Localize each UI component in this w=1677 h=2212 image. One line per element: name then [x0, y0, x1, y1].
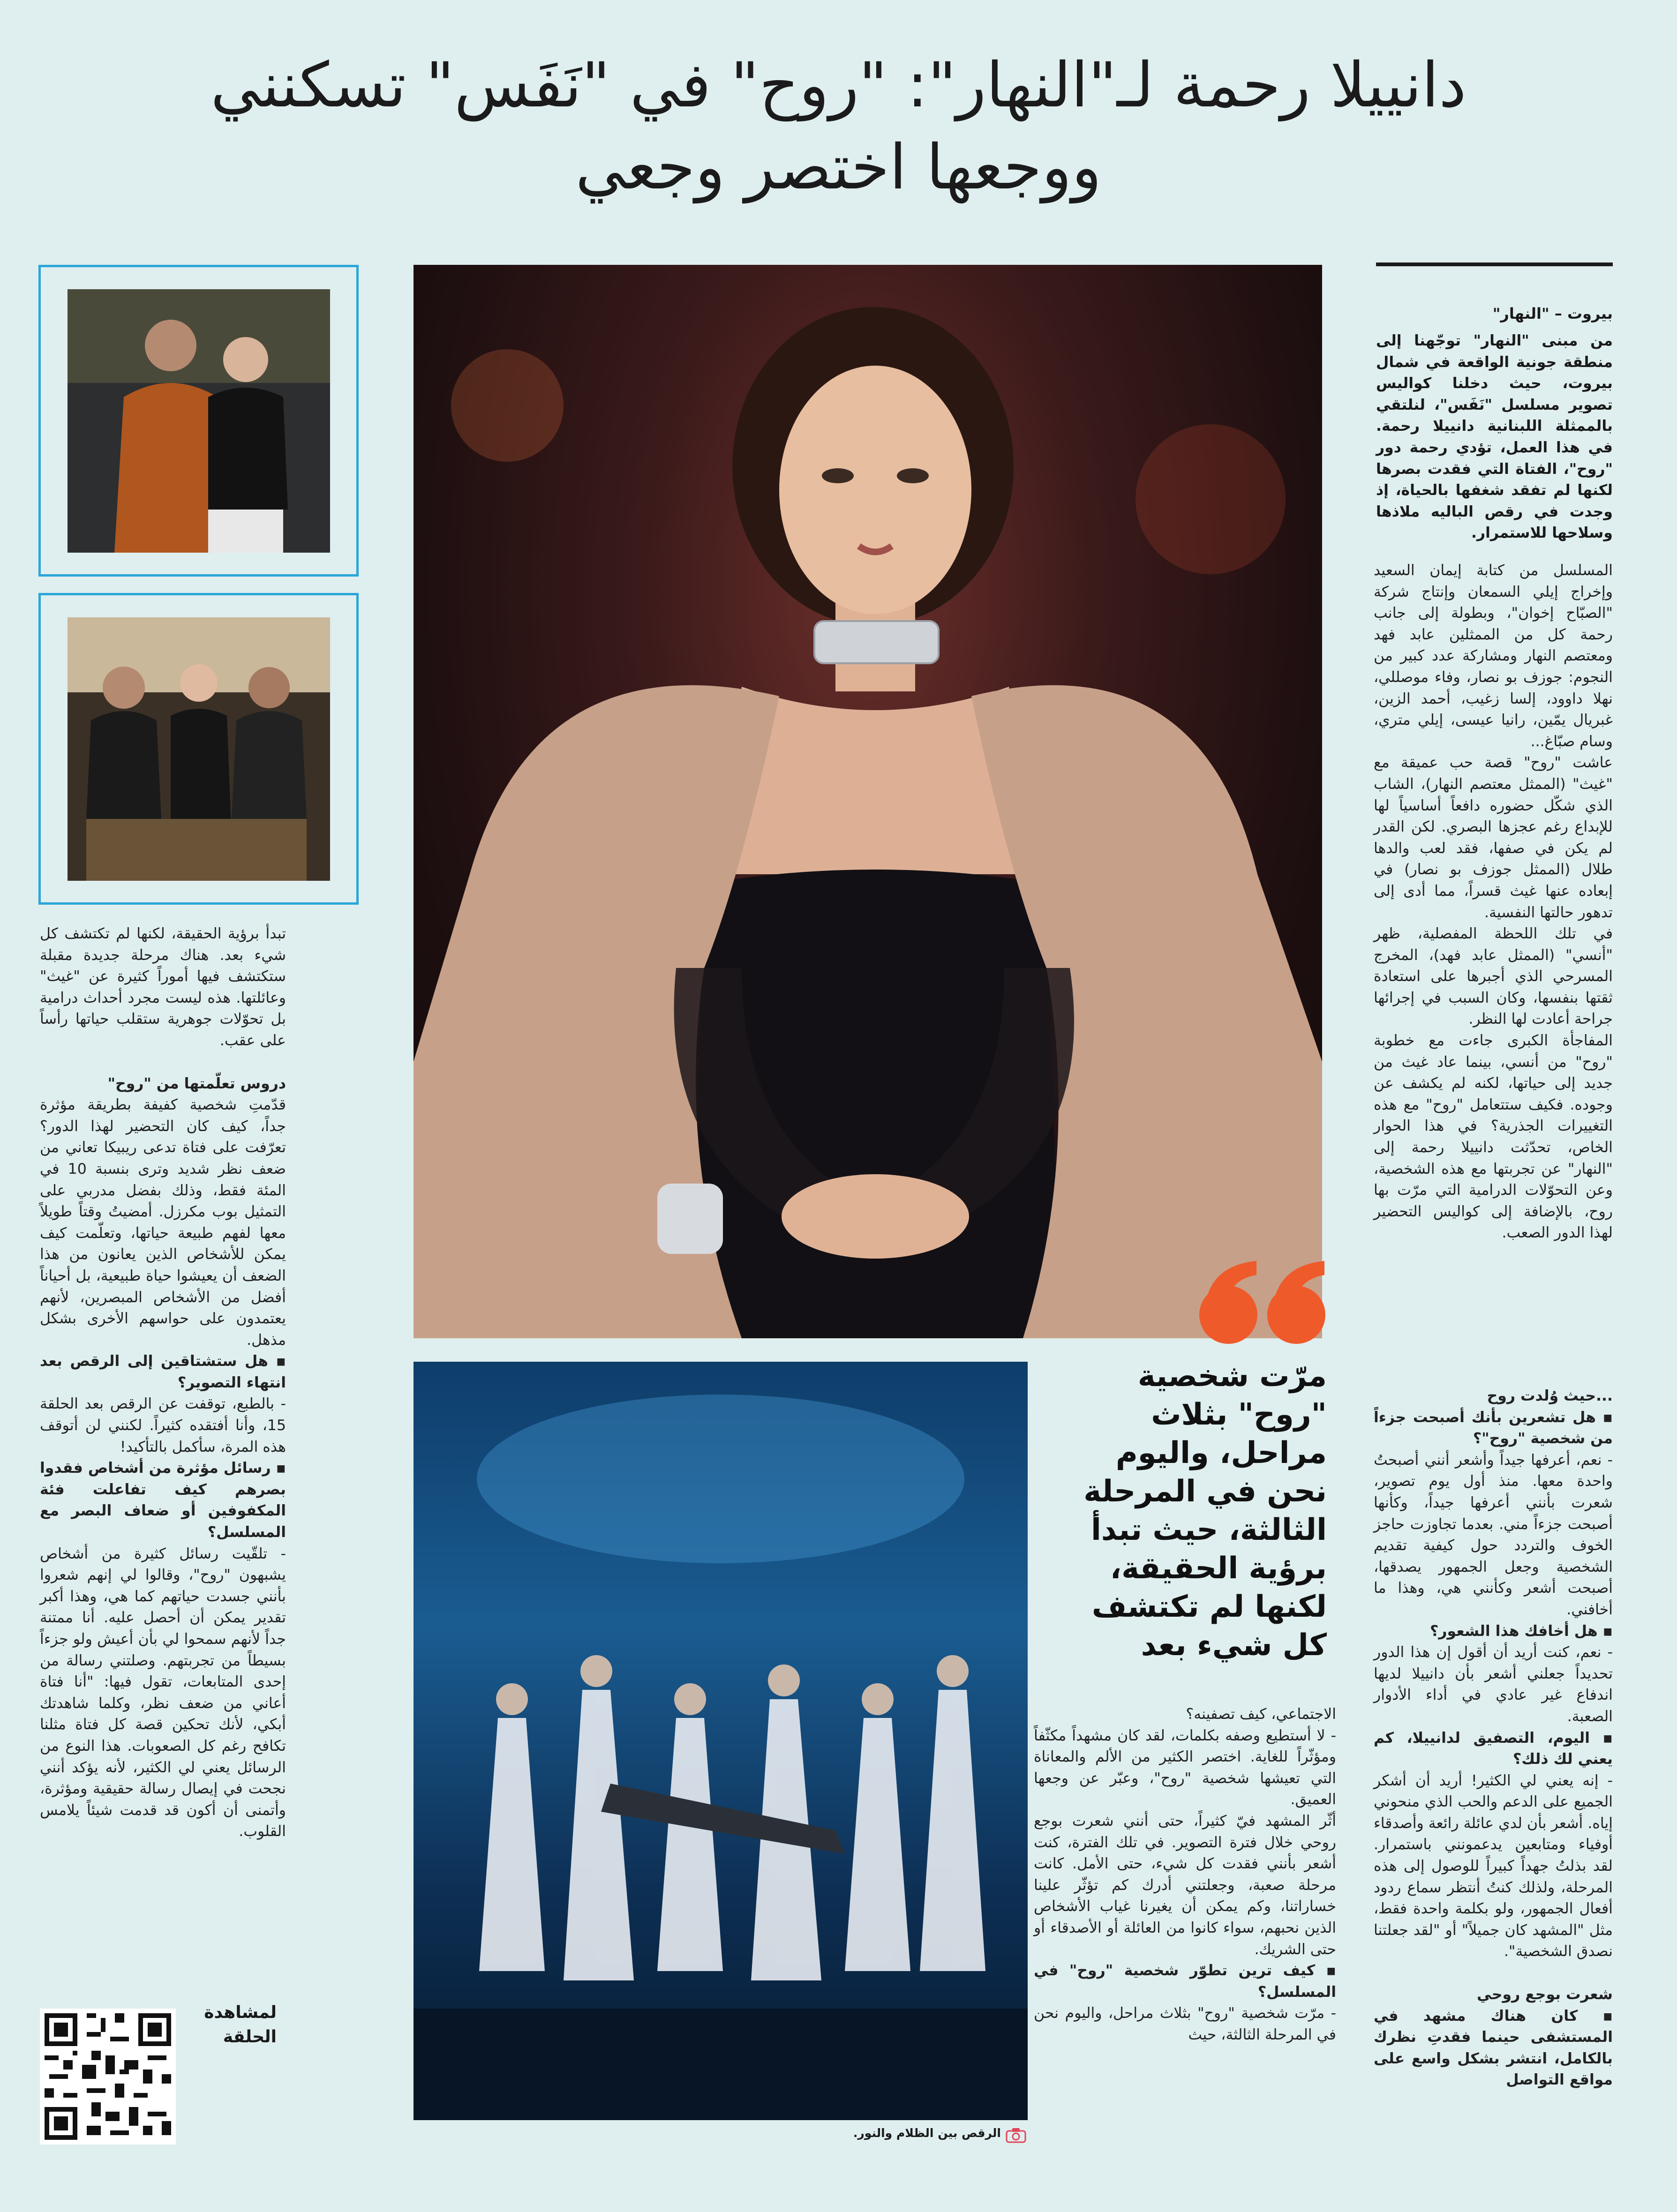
interview-question: ▪ كيف ترين تطوّر شخصية "روح" في المسلسل؟	[1034, 1962, 1336, 2001]
interview-question: ▪ رسائل مؤثرة من أشخاص فقدوا بصرهم كيف تفاعلت فئة المكفوفين أو ضعاف البصر مع المسلسل؟	[40, 1460, 286, 1541]
thumbnail-photo-couple	[68, 289, 330, 553]
dateline-rule	[1376, 262, 1613, 266]
paragraph: قدّمتِ شخصية كفيفة بطريقة مؤثرة جداً، كيف كان التحضير لهذا الدور؟ تعرّفت على فتاة تدعى ريبيكا تعاني من ضعف نظر شديد وترى بنسبة 10 في المئة فقط، وذلك بفضل مدربي على التمثيل بوب مكرزل. أمضيتُ وقتاً طويلاً معها لفهم طبيعة حياتها، وتعلّمت كيف يمكن للأشخاص الذين يعانون من هذا الضعف أن يعيشوا حياة طبيعية، بل أحياناً أفضل من الأشخاص المبصرين، لأنهم يعتمدون على حواسهم الأخرى بشكل مذهل.	[40, 1096, 286, 1349]
subheading: ...حيث وُلدت روح	[1487, 1387, 1613, 1404]
column-right-interview	[1374, 1364, 1613, 2091]
qr-label: لمشاهدة الحلقة	[204, 2003, 277, 2047]
photo-caption: الرقص بين الظلام والنور.	[853, 2126, 1001, 2140]
intro-paragraph: من مبنى "النهار" توجّهنا إلى منطقة جونية الواقعة في شمال بيروت، حيث دخلنا كواليس تصوير مسلسل "نَفَس"، لنلتقي بالممثلة اللبنانية دانييلا رحمة. في هذا العمل، تؤدي رحمة دور "روح"، الفتاة التي فقدت بصرها لكنها لم تفقد شغفها بالحياة، إذ وجدت في رقص الباليه ملاذها وسلاحها للاستمرار.	[1376, 332, 1613, 542]
interview-question: ▪ هل تشعرين بأنك أصبحت جزءاً من شخصية "روح"؟	[1374, 1409, 1613, 1447]
headline-line-2: ووجعها اختصر وجعي	[575, 131, 1102, 203]
headline	[56, 45, 1621, 209]
paragraph: عاشت "روح" قصة حب عميقة مع "غيث" (الممثل معتصم النهار)، الشاب الذي شكّل حضوره دافعاً أساسياً لها للإبداع رغم عجزها البصري. لكن القدر لم يكن في صفها، فقد لعب والدها طلال (الممثل جوزف بو نصار) في إبعاده عنها غيث قسراً، مما أدى إلى تدهور حالتها النفسية.	[1374, 754, 1613, 921]
subheading: شعرت بوجع روحي	[1476, 1986, 1613, 2003]
paragraph: - بالطبع، توقفت عن الرقص بعد الحلقة 15، وأنا أفتقده كثيراً. لكنني لن أتوقف هذه المرة، سأكمل بالتأكيد!	[40, 1395, 286, 1455]
column-middle	[1034, 1704, 1336, 2046]
thumbnail-frame-2	[38, 593, 359, 905]
paragraph: - مرّت شخصية "روح" بثلاث مراحل، واليوم نحن في المرحلة الثالثة، حيث	[1034, 2005, 1336, 2043]
paragraph: - نعم، كنت أريد أن أقول إن هذا الدور تحديداً جعلني أشعر بأن دانييلا لديها اندفاع غير عادي في أداء الأدوار الصعبة.	[1374, 1644, 1613, 1725]
interview-question: ▪ هل ستشتاقين إلى الرقص بعد انتهاء التصوير؟	[40, 1353, 286, 1391]
main-photo-actress	[414, 265, 1322, 1338]
paragraph: - إنه يعني لي الكثير! أريد أن أشكر الجميع على الدعم والحب الذي منحوني إياه. أشعر بأن لدي عائلة رائعة وأصدقاء أوفياء ومتابعين يدعمونني باستمرار. لقد بذلتُ جهداً كبيراً للوصول إلى هذه المرحلة، ولذلك كنتُ أنتظر سماع ردود أفعال الجمهور، ولو بكلمة واحدة فقط، مثل "المشهد كان جميلاً" أو "لقد جعلتنا نصدق الشخصية".	[1374, 1772, 1613, 1960]
interview-question: ▪ هل أخافك هذا الشعور؟	[1430, 1622, 1613, 1640]
dateline: بيروت – "النهار"	[1492, 305, 1613, 322]
paragraph: المفاجأة الكبرى جاءت مع خطوبة "روح" من أنسي، بينما عاد غيث من جديد إلى حياتها، لكنه لم يكشف عن وجوده. فكيف ستتعامل "روح" مع هذه التغييرات الجذرية؟ في هذا الحوار الخاص، تحدّثت دانييلا رحمة إلى "النهار" عن تجربتها مع هذه الشخصية، وعن التحوّلات الدرامية التي مرّت بها روح، بالإضافة إلى كواليس التحضير لهذا الدور الصعب.	[1374, 1032, 1613, 1242]
pull-quote: مرّت شخصية "روح" بثلاث مراحل، واليوم نحن في المرحلة الثالثة، حيث تبدأ برؤية الحقيقة، لكنها لم تكتشف كل شيء بعد	[1083, 1359, 1327, 1663]
column-left	[40, 923, 286, 1843]
thumbnail-photo-trio	[68, 617, 330, 881]
paragraph: في تلك اللحظة المفصلية، ظهر "أنسي" (الممثل عابد فهد)، المخرج المسرحي الذي أجبرها على استعادة ثقتها بنفسها، وكان السبب في إجرائها جراحة أعادت لها النظر.	[1374, 925, 1613, 1028]
camera-icon	[1006, 2127, 1026, 2143]
headline-line-1: دانييلا رحمة لـ"النهار": "روح" في "نَفَس" تسكنني	[211, 49, 1466, 121]
paragraph: - نعم، أعرفها جيداً وأشعر أنني أصبحتُ واحدة معها. منذ أول يوم تصوير، شعرت بأنني أعرفها جيداً، وكأنها أصبحت جزءاً مني. بعدما تجاوزت حاجز الخوف والتردد حول كيفية تقديم الشخصية وجعل الجمهور يصدقها، أصبحت أشعر وكأنني هي، وهذا ما أخافني.	[1374, 1451, 1613, 1618]
interview-question: ▪ اليوم، التصفيق لدانييلا، كم يعني لك ذلك؟	[1374, 1729, 1613, 1768]
interview-question: ▪ كان هناك مشهد في المستشفى حينما فقدتِ نظرك بالكامل، انتشر بشكل واسع على مواقع التواصل	[1374, 2007, 1613, 2089]
paragraph: - لا أستطيع وصفه بكلمات، لقد كان مشهداً مكثّفاً ومؤثّراً للغاية. اختصر الكثير من الألم والمعاناة التي تعيشها شخصية "روح"، وعبّر عن وجعها العميق.	[1034, 1727, 1336, 1808]
paragraph: تبدأ برؤية الحقيقة، لكنها لم تكتشف كل شيء بعد. هناك مرحلة جديدة مقبلة ستكتشف فيها أموراً كثيرة عن "غيث" وعائلتها. هذه ليست مجرد أحداث درامية بل تحوّلات جوهرية ستقلب حياتها رأساً على عقب.	[40, 925, 286, 1049]
paragraph: الاجتماعي، كيف تصفينه؟	[1186, 1706, 1336, 1723]
qr-code[interactable]	[40, 2009, 176, 2145]
paragraph: المسلسل من كتابة إيمان السعيد وإخراج إيلي السمعان وإنتاج شركة "الصبّاح إخوان"، وبطولة إلى جانب رحمة كل من الممثلين عابد فهد ومعتصم النهار ومشاركة عدد كبير من النجوم: جوزف بو نصار، وفاء موصللي، نهلا داوود، إلسا زغيب، أحمد الزين، غبريال يمّين، رانيا عيسى، إيلي متري، وسام صبّاغ...	[1374, 562, 1613, 750]
column-right	[1374, 560, 1613, 1244]
subheading: دروس تعلّمتها من "روح"	[107, 1075, 286, 1092]
dance-illustration	[414, 1362, 1028, 2120]
paragraph: - تلقّيت رسائل كثيرة من أشخاص يشبهون "روح"، وقالوا لي إنهم شعروا بأنني جسدت حياتهم كما هي، وهذا أكبر تقدير يمكن أن أحصل عليه. أنا ممتنة جداً لأنهم سمحوا لي بأن أعيش ولو جزءاً بسيطاً من تجربتهم. وصلتني رسالة من إحدى المتابعات، تقول فيها: "أنا فتاة أعاني من ضعف نظر، وكلما شاهدتك أبكي، لأنك تحكين قصة كل فتاة مثلنا تكافح رغم كل الصعوبات. هذا النوع من الرسائل يعني لي الكثير، لأنه يؤكد أنني نجحت في إيصال رسالة حقيقية ومؤثرة، وأتمنى أن أكون قد قدمت شيئاً يلامس القلوب.	[40, 1545, 286, 1840]
dance-stage-photo	[414, 1362, 1028, 2120]
thumbnail-frame-1	[38, 265, 359, 577]
actress-illustration	[414, 265, 1322, 1338]
paragraph: أثّر المشهد فيّ كثيراً، حتى أنني شعرت بوجع روحي خلال فترة التصوير. في تلك الفترة، كنت أشعر بأنني فقدت كل شيء، حتى الأمل. كانت مرحلة صعبة، وجعلتني أدرك كم تؤثّر علينا خساراتنا، وكم يمكن أن يغيرنا غياب الأشخاص الذين نحبهم، سواء كانوا من العائلة أو الأصدقاء أو حتى الشريك.	[1034, 1812, 1336, 1958]
quote-mark-icon	[1191, 1256, 1331, 1345]
